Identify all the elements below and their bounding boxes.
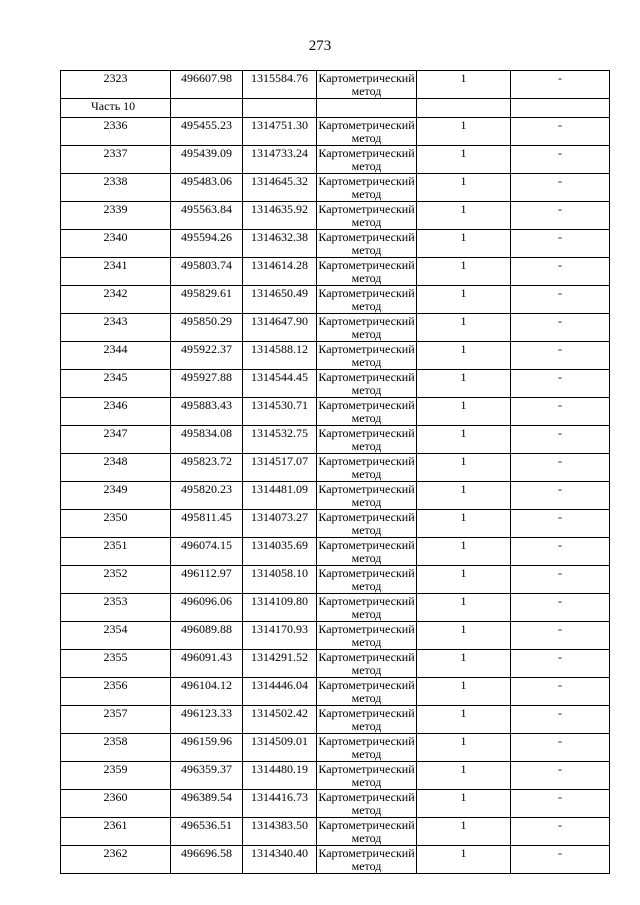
method-cell: Картометрический метод [318, 146, 415, 173]
y-coordinate-cell: 1314544.45 [243, 370, 317, 398]
description-cell: - [511, 566, 610, 594]
method-cell: Картометрический метод [318, 594, 415, 621]
description-cell: - [511, 202, 610, 230]
table-row [61, 594, 610, 622]
description-cell: - [511, 174, 610, 202]
description-cell: - [511, 762, 610, 790]
y-coordinate-cell: 1314614.28 [243, 258, 317, 286]
x-coordinate-cell: 495820.23 [171, 482, 243, 510]
description-cell: - [511, 790, 610, 818]
table-row [61, 398, 610, 426]
description-cell: - [511, 118, 610, 146]
description-cell: - [511, 398, 610, 426]
point-number-cell: 2349 [61, 482, 171, 510]
description-cell: - [511, 146, 610, 174]
method-cell: Картометрический метод [318, 510, 415, 537]
method-cell: Картометрический метод [318, 734, 415, 761]
y-coordinate-cell: 1314109.80 [243, 594, 317, 622]
empty-cell [417, 99, 511, 118]
y-coordinate-cell: 1314340.40 [243, 846, 317, 874]
method-cell: Картометрический метод [318, 230, 415, 257]
point-number-cell: 2356 [61, 678, 171, 706]
precision-cell: 1 [417, 230, 511, 258]
x-coordinate-cell: 495883.43 [171, 398, 243, 426]
point-number-cell: 2353 [61, 594, 171, 622]
precision-cell: 1 [417, 734, 511, 762]
precision-cell: 1 [417, 174, 511, 202]
description-cell: - [511, 482, 610, 510]
point-number-cell: 2338 [61, 174, 171, 202]
table-row [61, 146, 610, 174]
table-row [61, 622, 610, 650]
point-number-cell: 2323 [61, 71, 171, 99]
x-coordinate-cell: 495927.88 [171, 370, 243, 398]
point-number-cell: 2346 [61, 398, 171, 426]
point-number-cell: 2341 [61, 258, 171, 286]
table-row [61, 762, 610, 790]
x-coordinate-cell: 495829.61 [171, 286, 243, 314]
method-cell: Картометрический метод [318, 650, 415, 677]
precision-cell: 1 [417, 566, 511, 594]
method-cell: Картометрический метод [318, 566, 415, 593]
description-cell: - [511, 342, 610, 370]
precision-cell: 1 [417, 370, 511, 398]
section-row [61, 99, 610, 118]
x-coordinate-cell: 495803.74 [171, 258, 243, 286]
description-cell: - [511, 678, 610, 706]
table-row [61, 230, 610, 258]
description-cell: - [511, 818, 610, 846]
point-number-cell: 2344 [61, 342, 171, 370]
method-cell: Картометрический метод [318, 454, 415, 481]
precision-cell: 1 [417, 426, 511, 454]
table-row [61, 454, 610, 482]
y-coordinate-cell: 1314632.38 [243, 230, 317, 258]
point-number-cell: 2339 [61, 202, 171, 230]
description-cell: - [511, 71, 610, 99]
precision-cell: 1 [417, 678, 511, 706]
y-coordinate-cell: 1314291.52 [243, 650, 317, 678]
table-row [61, 370, 610, 398]
method-cell: Картометрический метод [318, 342, 415, 369]
description-cell: - [511, 454, 610, 482]
table-row [61, 678, 610, 706]
y-coordinate-cell: 1314416.73 [243, 790, 317, 818]
table-row [61, 314, 610, 342]
x-coordinate-cell: 496104.12 [171, 678, 243, 706]
table-row [61, 286, 610, 314]
y-coordinate-cell: 1314530.71 [243, 398, 317, 426]
y-coordinate-cell: 1314502.42 [243, 706, 317, 734]
method-cell: Картометрический метод [318, 258, 415, 285]
description-cell: - [511, 622, 610, 650]
description-cell: - [511, 538, 610, 566]
description-cell: - [511, 510, 610, 538]
point-number-cell: 2354 [61, 622, 171, 650]
x-coordinate-cell: 496089.88 [171, 622, 243, 650]
precision-cell: 1 [417, 790, 511, 818]
x-coordinate-cell: 496112.97 [171, 566, 243, 594]
precision-cell: 1 [417, 146, 511, 174]
empty-cell [243, 99, 317, 118]
point-number-cell: 2340 [61, 230, 171, 258]
precision-cell: 1 [417, 538, 511, 566]
section-label: Часть 10 [61, 99, 171, 118]
method-cell: Картометрический метод [318, 174, 415, 201]
table-row [61, 706, 610, 734]
table-row [61, 482, 610, 510]
y-coordinate-cell: 1314517.07 [243, 454, 317, 482]
method-cell: Картометрический метод [318, 314, 415, 341]
precision-cell: 1 [417, 342, 511, 370]
method-cell: Картометрический метод [318, 370, 415, 397]
x-coordinate-cell: 495811.45 [171, 510, 243, 538]
precision-cell: 1 [417, 118, 511, 146]
point-number-cell: 2361 [61, 818, 171, 846]
y-coordinate-cell: 1315584.76 [243, 71, 317, 99]
description-cell: - [511, 258, 610, 286]
y-coordinate-cell: 1314058.10 [243, 566, 317, 594]
precision-cell: 1 [417, 706, 511, 734]
table-row [61, 790, 610, 818]
point-number-cell: 2345 [61, 370, 171, 398]
y-coordinate-cell: 1314647.90 [243, 314, 317, 342]
method-cell: Картометрический метод [318, 202, 415, 229]
point-number-cell: 2337 [61, 146, 171, 174]
precision-cell: 1 [417, 818, 511, 846]
table-row [61, 426, 610, 454]
point-number-cell: 2348 [61, 454, 171, 482]
method-cell: Картометрический метод [318, 678, 415, 705]
x-coordinate-cell: 495850.29 [171, 314, 243, 342]
description-cell: - [511, 706, 610, 734]
description-cell: - [511, 370, 610, 398]
point-number-cell: 2343 [61, 314, 171, 342]
coordinates-table [60, 70, 610, 874]
y-coordinate-cell: 1314635.92 [243, 202, 317, 230]
table-row [61, 650, 610, 678]
y-coordinate-cell: 1314751.30 [243, 118, 317, 146]
empty-cell [171, 99, 243, 118]
table-row [61, 174, 610, 202]
empty-cell [317, 99, 417, 118]
method-cell: Картометрический метод [318, 846, 415, 873]
y-coordinate-cell: 1314650.49 [243, 286, 317, 314]
y-coordinate-cell: 1314383.50 [243, 818, 317, 846]
point-number-cell: 2350 [61, 510, 171, 538]
table-row [61, 734, 610, 762]
point-number-cell: 2336 [61, 118, 171, 146]
description-cell: - [511, 846, 610, 874]
x-coordinate-cell: 496536.51 [171, 818, 243, 846]
method-cell: Картометрический метод [318, 482, 415, 509]
x-coordinate-cell: 496696.58 [171, 846, 243, 874]
y-coordinate-cell: 1314532.75 [243, 426, 317, 454]
precision-cell: 1 [417, 398, 511, 426]
precision-cell: 1 [417, 846, 511, 874]
point-number-cell: 2362 [61, 846, 171, 874]
point-number-cell: 2351 [61, 538, 171, 566]
x-coordinate-cell: 495563.84 [171, 202, 243, 230]
coordinates-table-body [61, 71, 610, 874]
method-cell: Картометрический метод [318, 762, 415, 789]
precision-cell: 1 [417, 314, 511, 342]
y-coordinate-cell: 1314446.04 [243, 678, 317, 706]
method-cell: Картометрический метод [318, 622, 415, 649]
table-row [61, 258, 610, 286]
point-number-cell: 2357 [61, 706, 171, 734]
point-number-cell: 2359 [61, 762, 171, 790]
x-coordinate-cell: 496159.96 [171, 734, 243, 762]
y-coordinate-cell: 1314073.27 [243, 510, 317, 538]
y-coordinate-cell: 1314480.19 [243, 762, 317, 790]
method-cell: Картометрический метод [318, 818, 415, 845]
precision-cell: 1 [417, 482, 511, 510]
x-coordinate-cell: 496074.15 [171, 538, 243, 566]
table-row [61, 510, 610, 538]
table-row [61, 538, 610, 566]
page-number: 273 [308, 38, 332, 54]
empty-cell [511, 99, 610, 118]
method-cell: Картометрический метод [318, 118, 415, 145]
x-coordinate-cell: 495439.09 [171, 146, 243, 174]
point-number-cell: 2352 [61, 566, 171, 594]
x-coordinate-cell: 496091.43 [171, 650, 243, 678]
table-row [61, 118, 610, 146]
description-cell: - [511, 230, 610, 258]
table-row [61, 71, 610, 99]
precision-cell: 1 [417, 202, 511, 230]
precision-cell: 1 [417, 594, 511, 622]
precision-cell: 1 [417, 622, 511, 650]
x-coordinate-cell: 496389.54 [171, 790, 243, 818]
description-cell: - [511, 314, 610, 342]
x-coordinate-cell: 495455.23 [171, 118, 243, 146]
x-coordinate-cell: 495483.06 [171, 174, 243, 202]
description-cell: - [511, 594, 610, 622]
point-number-cell: 2355 [61, 650, 171, 678]
precision-cell: 1 [417, 71, 511, 99]
point-number-cell: 2347 [61, 426, 171, 454]
y-coordinate-cell: 1314035.69 [243, 538, 317, 566]
x-coordinate-cell: 495922.37 [171, 342, 243, 370]
precision-cell: 1 [417, 454, 511, 482]
method-cell: Картометрический метод [318, 706, 415, 733]
precision-cell: 1 [417, 650, 511, 678]
table-row [61, 846, 610, 874]
point-number-cell: 2358 [61, 734, 171, 762]
description-cell: - [511, 650, 610, 678]
x-coordinate-cell: 496123.33 [171, 706, 243, 734]
table-row [61, 342, 610, 370]
description-cell: - [511, 286, 610, 314]
x-coordinate-cell: 495594.26 [171, 230, 243, 258]
x-coordinate-cell: 496607.98 [171, 71, 243, 99]
x-coordinate-cell: 496359.37 [171, 762, 243, 790]
method-cell: Картометрический метод [318, 538, 415, 565]
point-number-cell: 2360 [61, 790, 171, 818]
y-coordinate-cell: 1314509.01 [243, 734, 317, 762]
table-row [61, 202, 610, 230]
method-cell: Картометрический метод [318, 398, 415, 425]
description-cell: - [511, 426, 610, 454]
method-cell: Картометрический метод [318, 790, 415, 817]
x-coordinate-cell: 496096.06 [171, 594, 243, 622]
description-cell: - [511, 734, 610, 762]
x-coordinate-cell: 495834.08 [171, 426, 243, 454]
x-coordinate-cell: 495823.72 [171, 454, 243, 482]
precision-cell: 1 [417, 762, 511, 790]
precision-cell: 1 [417, 286, 511, 314]
point-number-cell: 2342 [61, 286, 171, 314]
method-cell: Картометрический метод [318, 286, 415, 313]
y-coordinate-cell: 1314733.24 [243, 146, 317, 174]
y-coordinate-cell: 1314645.32 [243, 174, 317, 202]
precision-cell: 1 [417, 510, 511, 538]
precision-cell: 1 [417, 258, 511, 286]
method-cell: Картометрический метод [318, 71, 415, 98]
y-coordinate-cell: 1314481.09 [243, 482, 317, 510]
table-row [61, 566, 610, 594]
y-coordinate-cell: 1314170.93 [243, 622, 317, 650]
table-row [61, 818, 610, 846]
method-cell: Картометрический метод [318, 426, 415, 453]
y-coordinate-cell: 1314588.12 [243, 342, 317, 370]
